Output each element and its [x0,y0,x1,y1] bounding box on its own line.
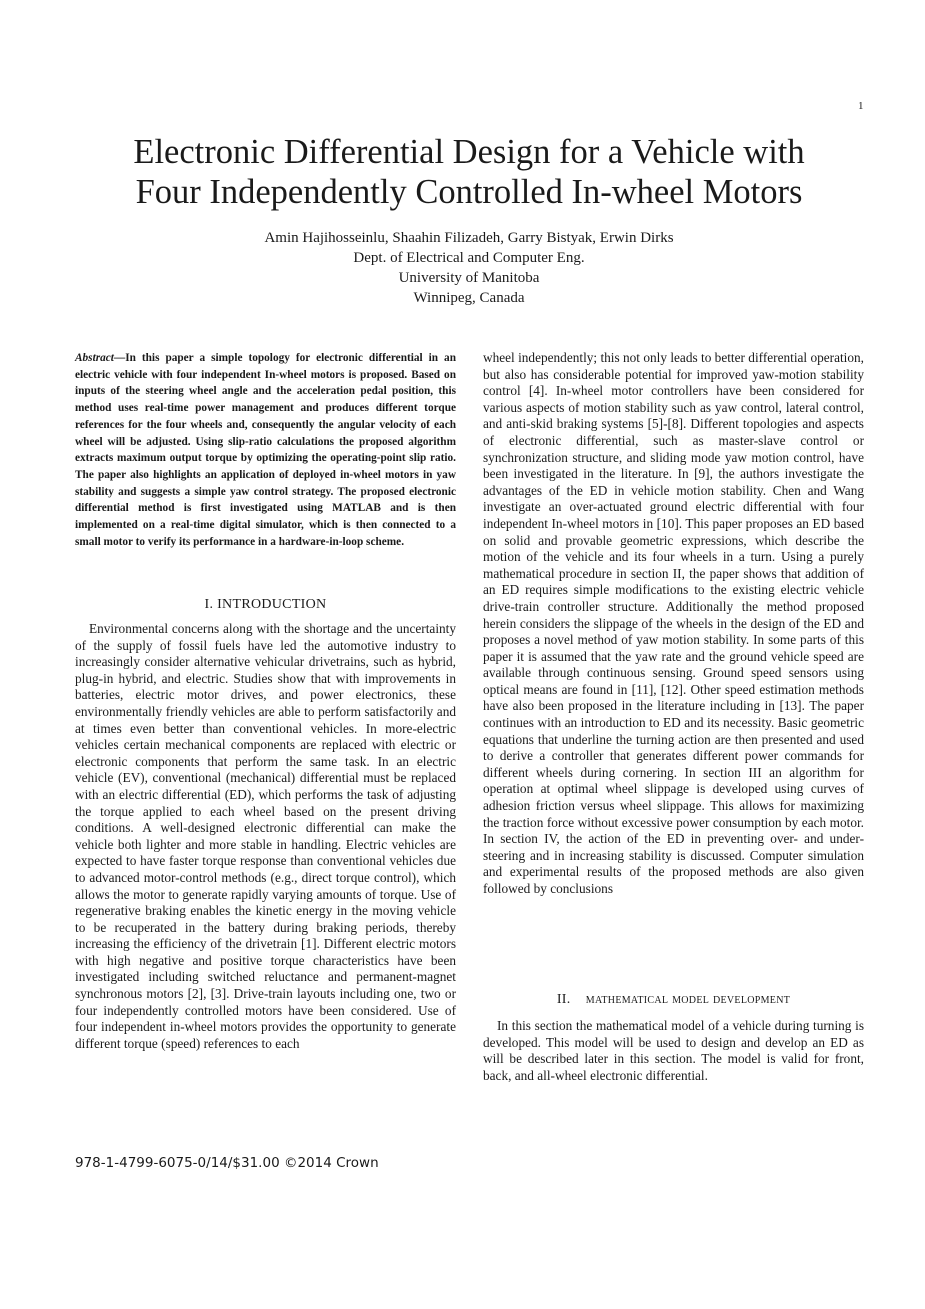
section-2-heading [483,992,864,1008]
title-line-1: Electronic Differential Design for a Vehicle with [133,133,805,171]
author-block [60,228,878,308]
intro-paragraph-continued: wheel independently; this not only leads to better differential operation, but also has considerable potential for improved yaw-motion stability control [4]. In-wheel motor controllers have been considered for various aspects of motion stability such as yaw control, lateral control, and anti-skid braking systems [5]-[8]. Different topologies and aspects of electronic differential, such as master-slave control or synchronization structure, and sliding mode yaw motion control, have been investigated in the literature. In [9], the authors investigate the advantages of the ED in vehicle motion stability. Chen and Wang investigate an over-actuated ground electric differential with four independent In-wheel motors in [10]. This paper proposes an ED based on solid and provable geometric expressions, which describe the motion of the vehicle and its four wheels in a turn. Using a purely mathematical procedure in section II, the paper shows that addition of an ED requires simple modifications to the existing electric vehicle drive-train controller structure. Additionally the method proposed herein considers the slippage of the wheels in the design of the ED and proposes a novel method of yaw motion stability. In some parts of this paper it is assumed that the yaw rate and the ground vehicle speed are available through continuous sensing. Ground speed sensors using optical means are found in [11], [12]. Other speed estimation methods have also been proposed in the literature including in [13]. The paper continues with an introduction to ED and its necessity. Basic geometric equations that underline the turning action are then presented and used to derive a controller that generates different power commands for different wheels during cornering. In section III an algorithm for operation at optimal wheel slippage is developed using curves of adhesion friction versus wheel slippage. This allows for maximizing the traction force without excessive power consumption by each motor. In section IV, the action of the ED in preventing over- and under-steering and in increasing stability is discussed. Computer simulation and experimental results of the proposed methods are also given followed by conclusions [483,350,864,896]
section-1-body-right [483,350,864,898]
copyright-notice: 978-1-4799-6075-0/14/$31.00 ©2014 Crown [75,1155,379,1171]
section-2-word-1: mathematical [585,992,669,1007]
section-2-word-2: model [672,992,710,1007]
abstract-keyword: Abstract [75,352,114,364]
paper-title [60,132,878,212]
section-1-body-left [75,621,456,1052]
author-department: Dept. of Electrical and Computer Eng. [353,250,585,266]
intro-paragraph: Environmental concerns along with the shortage and the uncertainty of the supply of fossil fuels have led the automotive industry to increasingly consider alternative vehicular drivetrains, such as hybrid, plug-in hybrid, and electric. Studies show that with improvements in batteries, electric motor drives, and power electronics, these environmentally friendly vehicles are able to perform satisfactorily and at times even better than conventional vehicles. In more-electric vehicles certain mechanical components are replaced with electric or electronic components that perform the same task. In an electric vehicle (EV), conventional (mechanical) differential must be replaced with an electric differential (ED), which performs the task of adjusting the torque applied to each wheel based on the present driving conditions. A well-designed electronic differential can make the vehicle both lighter and more stable in handling. Electric vehicles are expected to have faster torque response than conventional vehicles due to advanced motor-control methods (e.g., direct torque control), which allows the motor to generate rapidly varying amounts of torque. Use of regenerative braking enables the kinetic energy in the moving vehicle to be recuperated in the battery during braking periods, thereby increasing the efficiency of the drivetrain [1]. Different electric motors with high negative and positive torque characteristics have been investigated including switched reluctance and permanent-magnet synchronous motors [2], [3]. Drive-train layouts including one, two or four independently controlled motors have been considered. Use of four independent in-wheel motors provides the opportunity to generate different torque (speed) references to each [75,621,456,1051]
section-2-body [483,1018,864,1084]
author-university: University of Manitoba [398,270,540,286]
abstract-text: —In this paper a simple topology for electronic differential in an electric vehicle with four independent In-wheel motors is proposed. Based on inputs of the steering wheel angle and the acceleration pedal position, this method uses real-time power management and produces different torque references for the four wheels and, consequently the angular velocity of each wheel will be adjusted. Using slip-ratio calculations the proposed algorithm extracts maximum output torque by optimizing the operating-point slip ratio. The paper also highlights an application of deployed in-wheel motors in yaw stability and suggests a simple yaw control strategy. The proposed electronic differential method is first investigated using MATLAB and is then implemented on a real-time digital simulator, which is then connected to a small motor to verify its performance in a hardware-in-loop scheme. [75,352,456,548]
section-2-number: II. [556,992,571,1007]
section-2-word-3: development [712,992,791,1007]
author-names: Amin Hajihosseinlu, Shaahin Filizadeh, Garry Bistyak, Erwin Dirks [264,230,674,246]
title-line-2: Four Independently Controlled In-wheel Motors [135,173,803,211]
section-1-heading: I. INTRODUCTION [204,597,327,612]
section-2-paragraph: In this section the mathematical model of a vehicle during turning is developed. This model will be used to design and develop an ED as will be described later in this section. The model is valid for front, back, and all-wheel electronic differential. [483,1018,864,1083]
abstract [75,350,456,550]
author-location: Winnipeg, Canada [413,290,525,306]
page-number: 1 [858,100,864,112]
